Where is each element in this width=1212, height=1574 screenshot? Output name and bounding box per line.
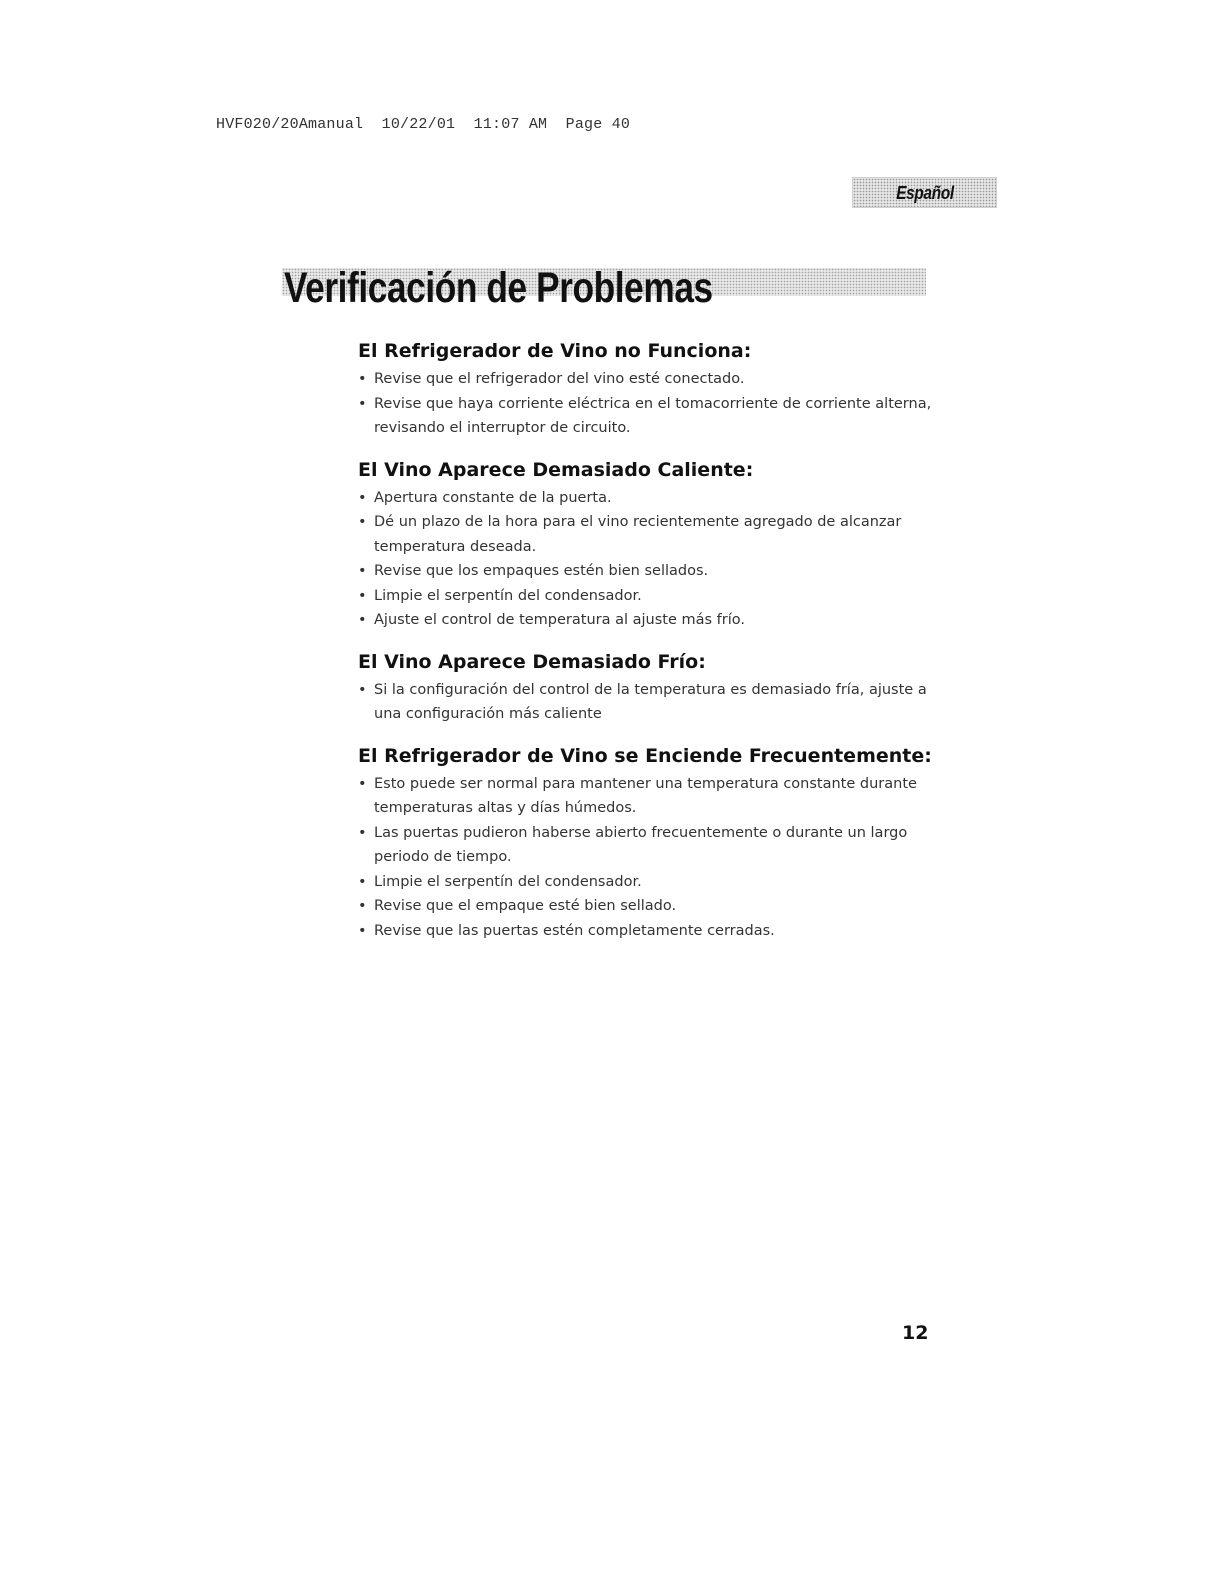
list-item: • Si la configuración del control de la temperatura es demasiado fría, ajuste a una configuración más caliente [358,681,927,722]
bullet-list [358,772,938,944]
list-item: • Revise que los empaques estén bien sellados. [358,563,709,579]
bullet-list [358,367,938,441]
section-too-cold [358,649,938,727]
list-item-text: Dé un plazo de la hora para el vino recientemente agregado de alcanzar temperatura deseada. [374,514,902,555]
list-item-text: Apertura constante de la puerta. [374,489,612,506]
file-header: HVF020/20Amanual 10/22/01 11:07 AM Page 40 [216,116,631,133]
list-item-text: Esto puede ser normal para mantener una temperatura constante durante temperaturas altas y días húmedos. [374,775,917,816]
page-title: Verificación de Problemas [284,264,713,312]
list-item: • Dé un plazo de la hora para el vino recientemente agregado de alcanzar temperatura deseada. [358,514,902,555]
list-item: • Las puertas pudieron haberse abierto frecuentemente o durante un largo periodo de tiempo. [358,824,908,865]
list-item-text: Si la configuración del control de la temperatura es demasiado fría, ajuste a una configuración más caliente [374,681,927,722]
section-not-working [358,338,938,441]
section-too-warm [358,457,938,633]
section-heading: El Vino Aparece Demasiado Frío: [358,650,706,673]
list-item: • Ajuste el control de temperatura al ajuste más frío. [358,612,745,628]
list-item-text: Revise que el refrigerador del vino esté conectado. [374,371,745,387]
list-item: • Revise que el refrigerador del vino esté conectado. [358,371,745,387]
list-item: • Revise que haya corriente eléctrica en el tomacorriente de corriente alterna, revisando el interruptor de circuito. [358,395,932,436]
list-item: • Esto puede ser normal para mantener una temperatura constante durante temperaturas altas y días húmedos. [358,775,917,816]
list-item-text: Las puertas pudieron haberse abierto frecuentemente o durante un largo periodo de tiempo. [374,824,908,865]
list-item-text: Limpie el serpentín del condensador. [374,587,642,604]
list-item-text: Limpie el serpentín del condensador. [374,873,642,890]
page-number: 12 [902,1322,929,1344]
section-runs-frequently [358,743,938,944]
list-item: • Limpie el serpentín del condensador. [358,587,642,604]
list-item-text: Revise que haya corriente eléctrica en el tomacorriente de corriente alterna, revisando el interruptor de circuito. [374,395,932,436]
troubleshooting-content [358,338,938,959]
list-item-text: Revise que el empaque esté bien sellado. [374,898,677,914]
language-tab [852,177,997,208]
list-item-text: Revise que los empaques estén bien sellados. [374,563,709,579]
bullet-list [358,486,938,633]
section-heading: El Vino Aparece Demasiado Caliente: [358,458,754,481]
list-item-text: Revise que las puertas estén completamente cerradas. [374,922,775,939]
list-item: • Revise que las puertas estén completamente cerradas. [358,922,775,939]
list-item: • Limpie el serpentín del condensador. [358,873,642,890]
list-item: • Apertura constante de la puerta. [358,489,612,506]
section-heading: El Refrigerador de Vino no Funciona: [358,340,752,362]
language-label: Español [896,183,954,203]
bullet-list [358,678,938,727]
section-heading: El Refrigerador de Vino se Enciende Frecuentemente: [358,744,932,767]
list-item: • Revise que el empaque esté bien sellado. [358,898,677,914]
list-item-text: Ajuste el control de temperatura al ajuste más frío. [374,612,745,628]
